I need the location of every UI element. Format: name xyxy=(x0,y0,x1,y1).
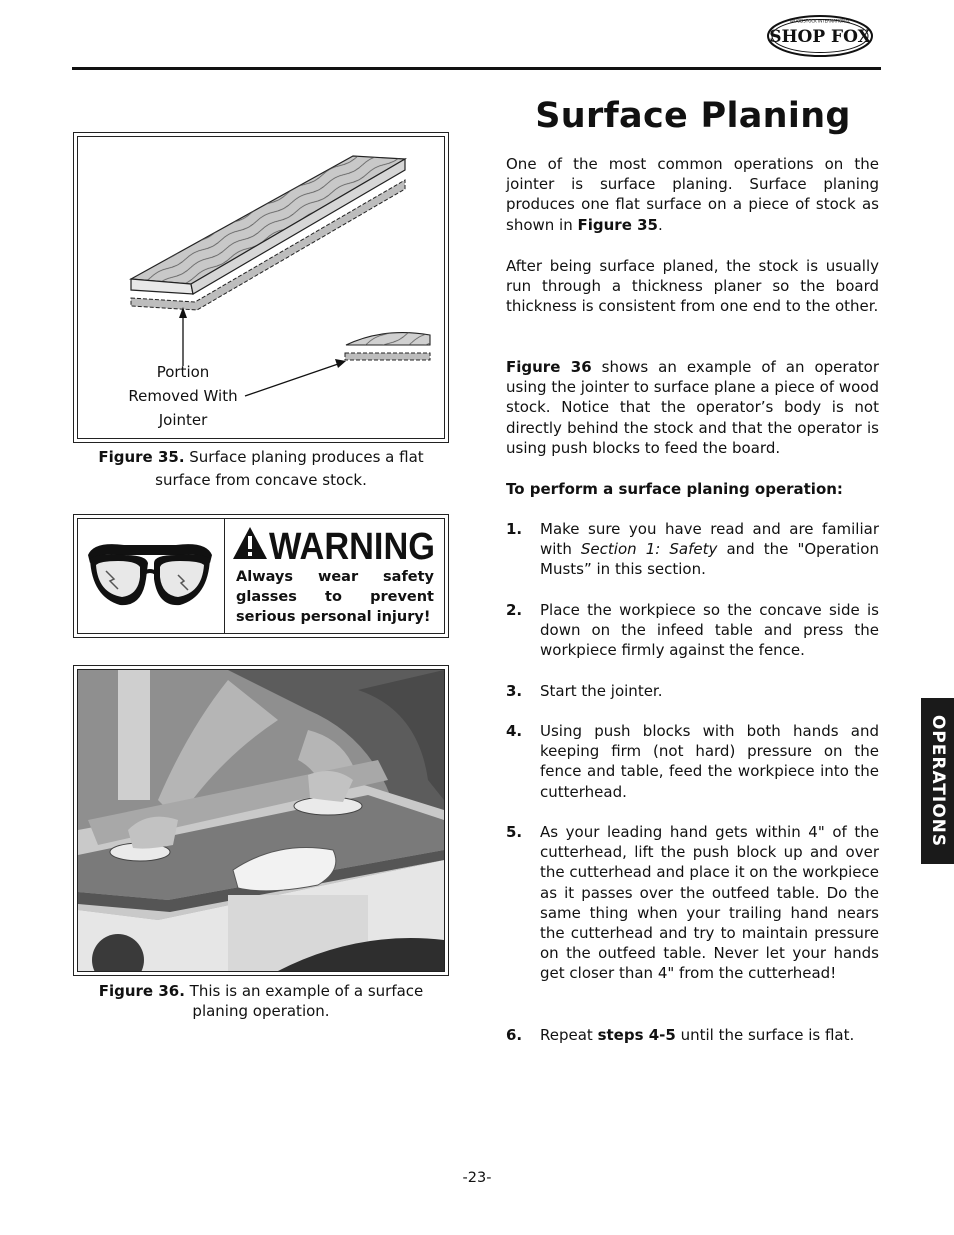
step-text: Make sure you have read and are familiar with Section 1: Safety and the "Operation Musts” in this section. xyxy=(540,520,879,579)
section-reference: Section 1: Safety xyxy=(580,540,718,559)
intro-end: . xyxy=(657,215,663,234)
step-6 xyxy=(506,1025,879,1045)
header-rule xyxy=(72,67,881,70)
step-number: 5. xyxy=(506,823,523,841)
steps-reference: steps 4-5 xyxy=(597,1026,676,1044)
intro-text: One of the most common operations on the jointer is surface planing. Surface planing produces one flat surface on a piece of stock as shown in xyxy=(506,155,879,234)
paragraph-operator xyxy=(506,357,879,458)
step-text: Using push blocks with both hands and keeping firm (not hard) pressure on the fence and table, feed the workpiece into the cutterhead. xyxy=(540,722,879,801)
section-tab-label: OPERATIONS xyxy=(927,714,948,848)
step-2 xyxy=(506,600,879,661)
step-4 xyxy=(506,721,879,802)
warning-divider xyxy=(224,518,225,634)
safety-glasses-icon xyxy=(84,533,216,618)
step-number: 4. xyxy=(506,722,523,740)
caption-text: Surface planing produces a flat surface from concave stock. xyxy=(155,448,424,489)
figure-35-label xyxy=(115,360,251,432)
caption-text: This is an example of a surface planing operation. xyxy=(184,982,424,1021)
step-3 xyxy=(506,681,879,701)
step-1 xyxy=(506,519,879,580)
step-text: Start the jointer. xyxy=(540,682,663,700)
step-number: 3. xyxy=(506,682,523,700)
step-text: Place the workpiece so the concave side is down on the infeed table and press the workpiece firmly against the fence. xyxy=(540,601,879,660)
figure-36-reference: Figure 36 xyxy=(506,358,592,376)
label-line: Removed With xyxy=(128,387,238,405)
figure-36-photo xyxy=(78,670,444,971)
step-5 xyxy=(506,822,879,984)
operator-text: shows an example of an operator using the jointer to surface plane a piece of wood stock. Notice that the operator’s body is not directly behind the stock and that the operator is using push blocks to feed the board. xyxy=(506,358,879,457)
paragraph-intro xyxy=(506,154,879,235)
step-number: 1. xyxy=(506,520,523,538)
figure-35-reference: Figure 35 xyxy=(577,215,658,234)
shop-fox-logo xyxy=(766,14,874,58)
page-number: -23- xyxy=(462,1170,492,1186)
logo-small-text: WOODSTOCK INTERNATIONAL xyxy=(789,18,851,24)
label-line: Portion xyxy=(156,363,210,381)
procedure-heading: To perform a surface planing operation: xyxy=(506,480,843,498)
logo-text: SHOP FOX xyxy=(769,27,871,47)
figure-35-caption xyxy=(80,446,442,492)
page-title: Surface Planing xyxy=(535,96,851,136)
warning-title: WARNING xyxy=(269,526,435,564)
caption-ref: Figure 35. xyxy=(98,448,185,466)
step-text: As your leading hand gets within 4" of the cutterhead, lift the push block up and over the cutterhead and place it on the workpiece as it passes over the outfeed table. Do the same thing when your trailing hand nears the cutterhead and try to maintain pressure on the outfeed table. Never let your hands get closer than 4" from the cutterhead! xyxy=(540,823,879,983)
label-line: Jointer xyxy=(158,411,208,429)
section-tab xyxy=(921,698,954,864)
caption-ref: Figure 36. xyxy=(98,982,185,1000)
warning-text: Always wear safety glasses to prevent serious personal injury! xyxy=(236,569,434,626)
step-number: 6. xyxy=(506,1026,523,1044)
paragraph-thickness: After being surface planed, the stock is usually run through a thickness planer so the board thickness is consistent from one end to the other. xyxy=(506,257,879,316)
warning-heading xyxy=(232,524,438,564)
figure-36-caption xyxy=(80,981,442,1021)
step-text: Repeat steps 4-5 until the surface is flat. xyxy=(540,1026,855,1044)
step-number: 2. xyxy=(506,601,523,619)
